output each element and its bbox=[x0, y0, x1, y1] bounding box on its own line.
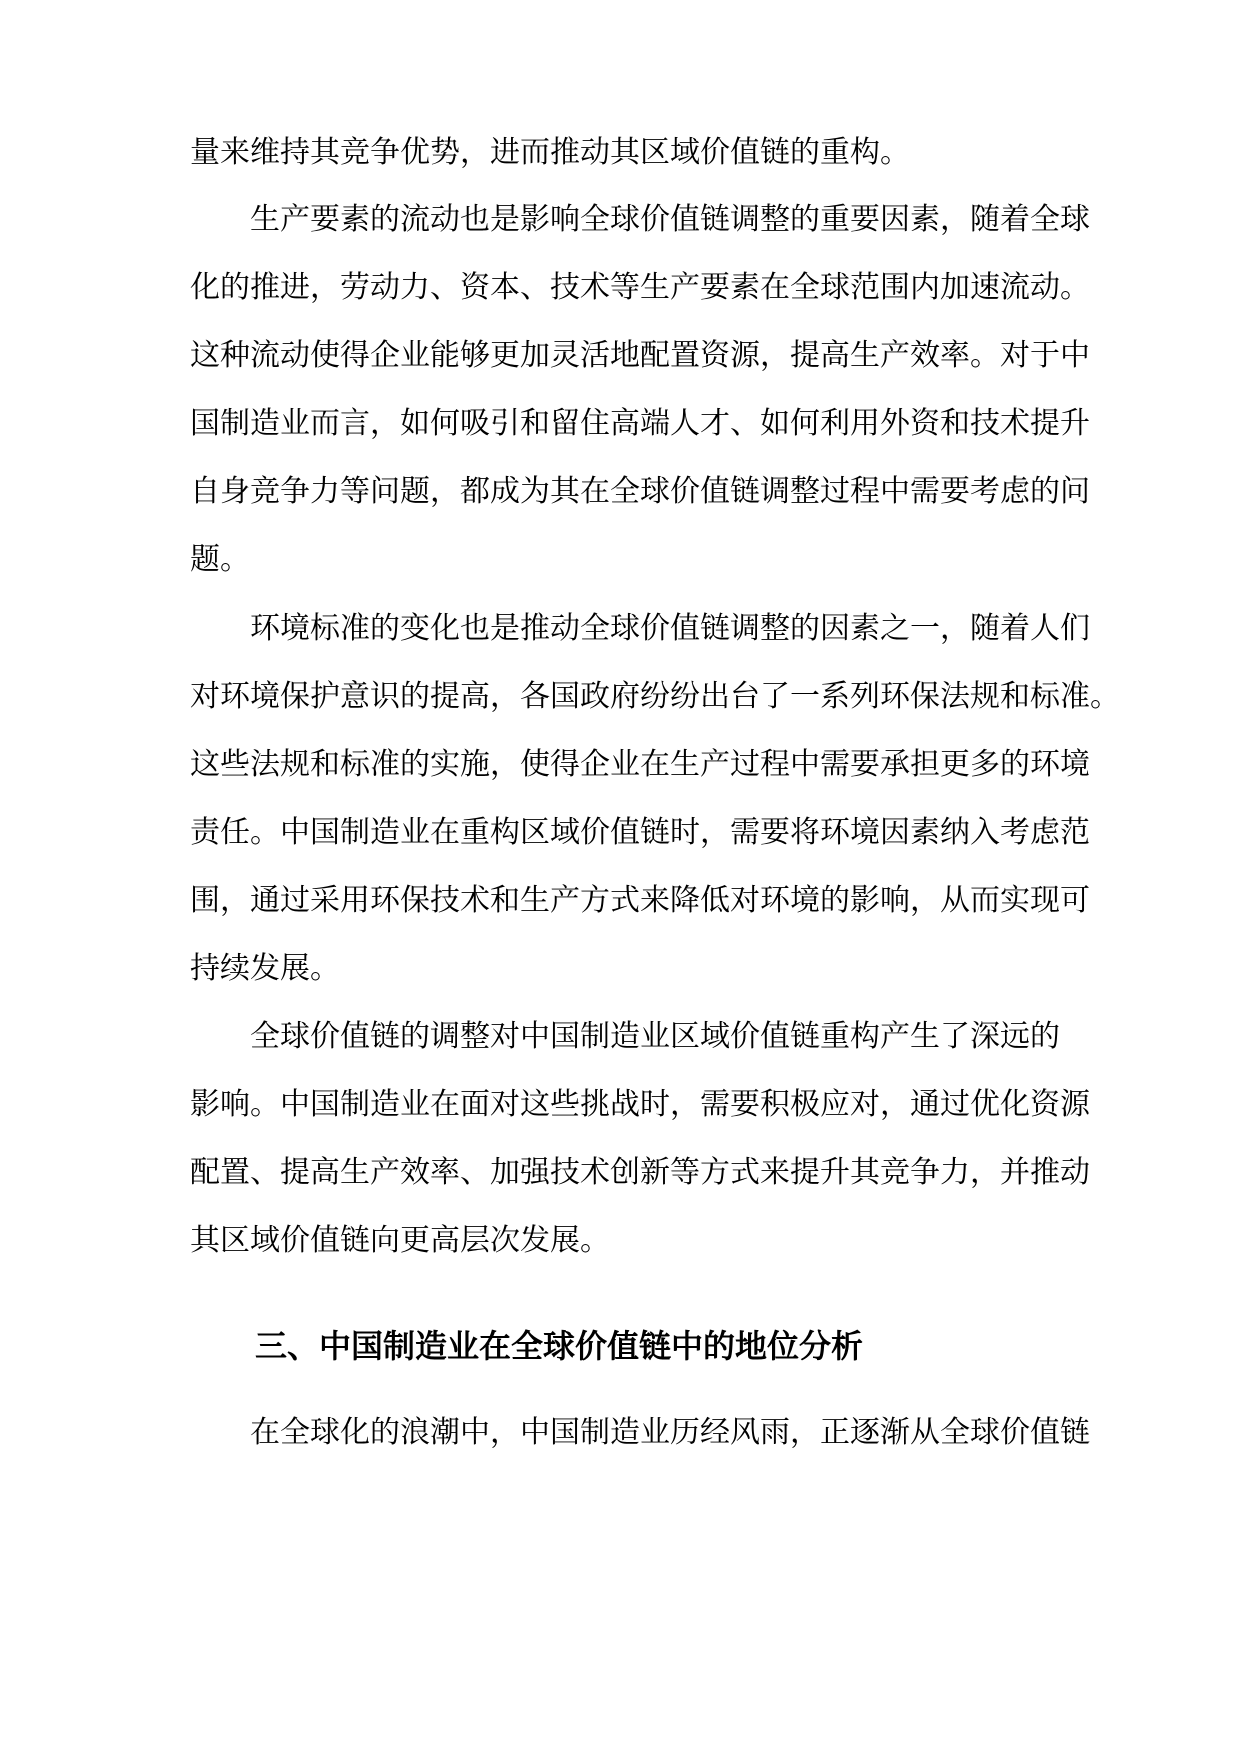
paragraph-line: 自身竞争力等问题，都成为其在全球价值链调整过程中需要考虑的问 bbox=[190, 474, 1090, 509]
paragraph-line: 责任。中国制造业在重构区域价值链时，需要将环境因素纳入考虑范 bbox=[190, 815, 1090, 850]
paragraph-line: 围，通过采用环保技术和生产方式来降低对环境的影响，从而实现可 bbox=[190, 883, 1090, 918]
paragraph-line: 这些法规和标准的实施，使得企业在生产过程中需要承担更多的环境 bbox=[190, 747, 1090, 782]
paragraph-line: 对环境保护意识的提高，各国政府纷纷出台了一系列环保法规和标准。 bbox=[190, 679, 1120, 714]
paragraph-line: 影响。中国制造业在面对这些挑战时，需要积极应对，通过优化资源 bbox=[190, 1087, 1090, 1122]
paragraph-line: 环境标准的变化也是推动全球价值链调整的因素之一，随着人们 bbox=[250, 611, 1090, 646]
paragraph-line: 国制造业而言，如何吸引和留住高端人才、如何利用外资和技术提升 bbox=[190, 406, 1090, 441]
paragraph-line: 题。 bbox=[190, 542, 250, 577]
paragraph-line: 持续发展。 bbox=[190, 951, 340, 986]
section-heading: 三、中国制造业在全球价值链中的地位分析 bbox=[255, 1327, 864, 1365]
paragraph-line: 这种流动使得企业能够更加灵活地配置资源，提高生产效率。对于中 bbox=[190, 338, 1090, 373]
paragraph-line: 其区域价值链向更高层次发展。 bbox=[190, 1223, 610, 1258]
paragraph-line: 全球价值链的调整对中国制造业区域价值链重构产生了深远的 bbox=[250, 1019, 1060, 1054]
paragraph-line: 量来维持其竞争优势，进而推动其区域价值链的重构。 bbox=[190, 135, 910, 170]
paragraph-line: 在全球化的浪潮中，中国制造业历经风雨，正逐渐从全球价值链 bbox=[250, 1415, 1090, 1450]
paragraph-line: 生产要素的流动也是影响全球价值链调整的重要因素，随着全球 bbox=[250, 202, 1090, 237]
paragraph-line: 化的推进，劳动力、资本、技术等生产要素在全球范围内加速流动。 bbox=[190, 270, 1090, 305]
paragraph-line: 配置、提高生产效率、加强技术创新等方式来提升其竞争力，并推动 bbox=[190, 1155, 1090, 1190]
